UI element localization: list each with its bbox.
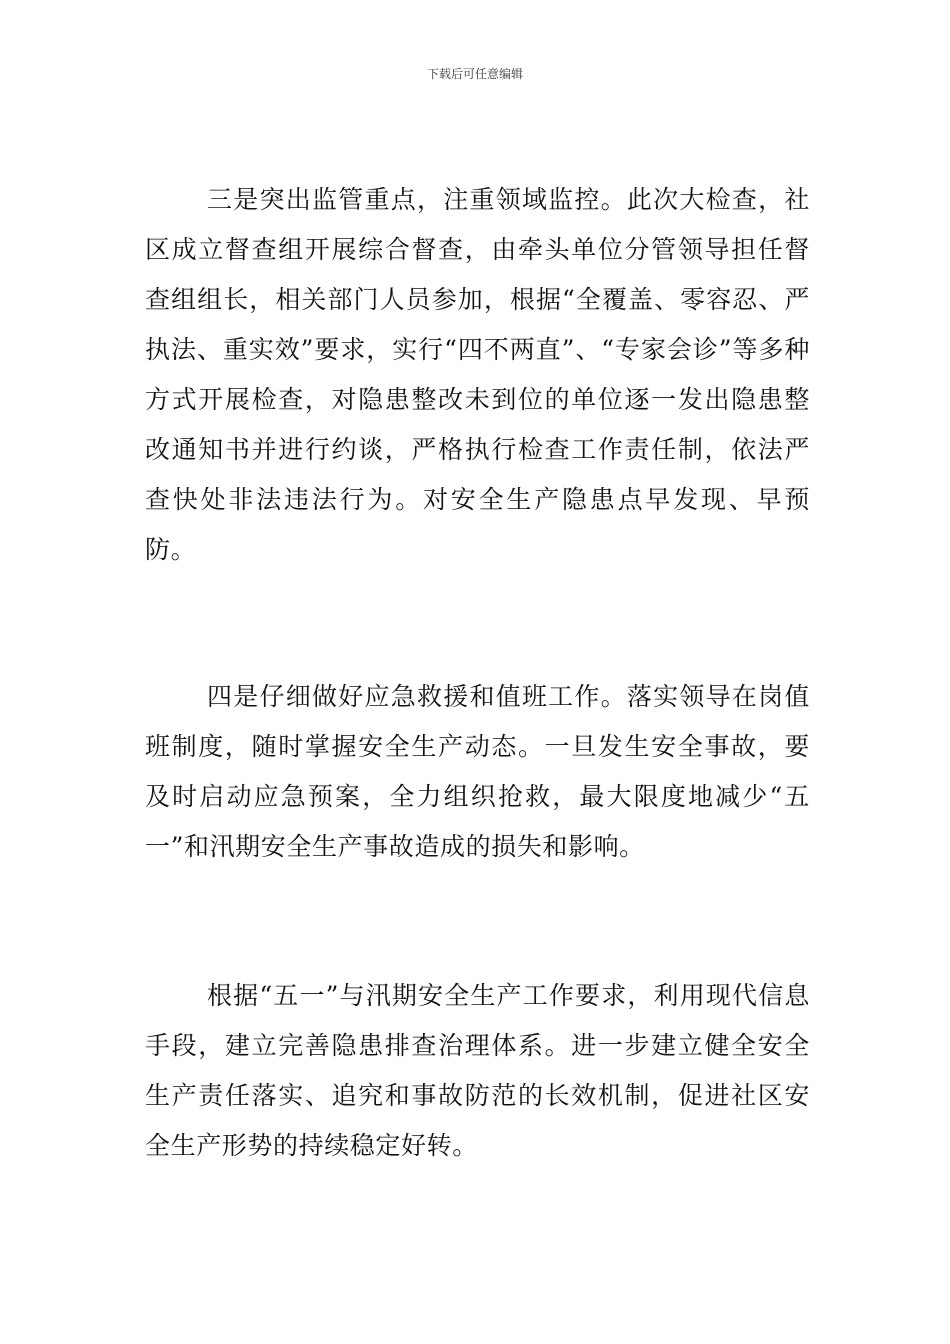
header-note: 下载后可任意编辑 bbox=[426, 67, 523, 81]
paragraph-inspection-focus: 三是突出监管重点，注重领域监控。此次大检查，社区成立督查组开展综合督查，由牵头单位分管领导担任督查组组长，相关部门人员参加，根据“全覆盖、零容忍、严执法、重实效”要求，实行“四不两直”、“专家会诊”等多种方式开展检查，对隐患整改未到位的单位逐一发出隐患整改通知书并进行约谈，严格执行检查工作责任制，依法严查快处非法违法行为。对安全生产隐患点早发现、早预防。 bbox=[145, 185, 810, 564]
paragraph-hazard-system: 根据“五一”与汛期安全生产工作要求，利用现代信息手段，建立完善隐患排查治理体系。进一步建立健全安全生产责任落实、追究和事故防范的长效机制，促进社区安全生产形势的持续稳定好转。 bbox=[145, 981, 810, 1160]
paragraph-emergency-duty: 四是仔细做好应急救援和值班工作。落实领导在岗值班制度，随时掌握安全生产动态。一旦发生安全事故，要及时启动应急预案，全力组织抢救，最大限度地减少“五一”和汛期安全生产事故造成的损失和影响。 bbox=[145, 682, 810, 861]
